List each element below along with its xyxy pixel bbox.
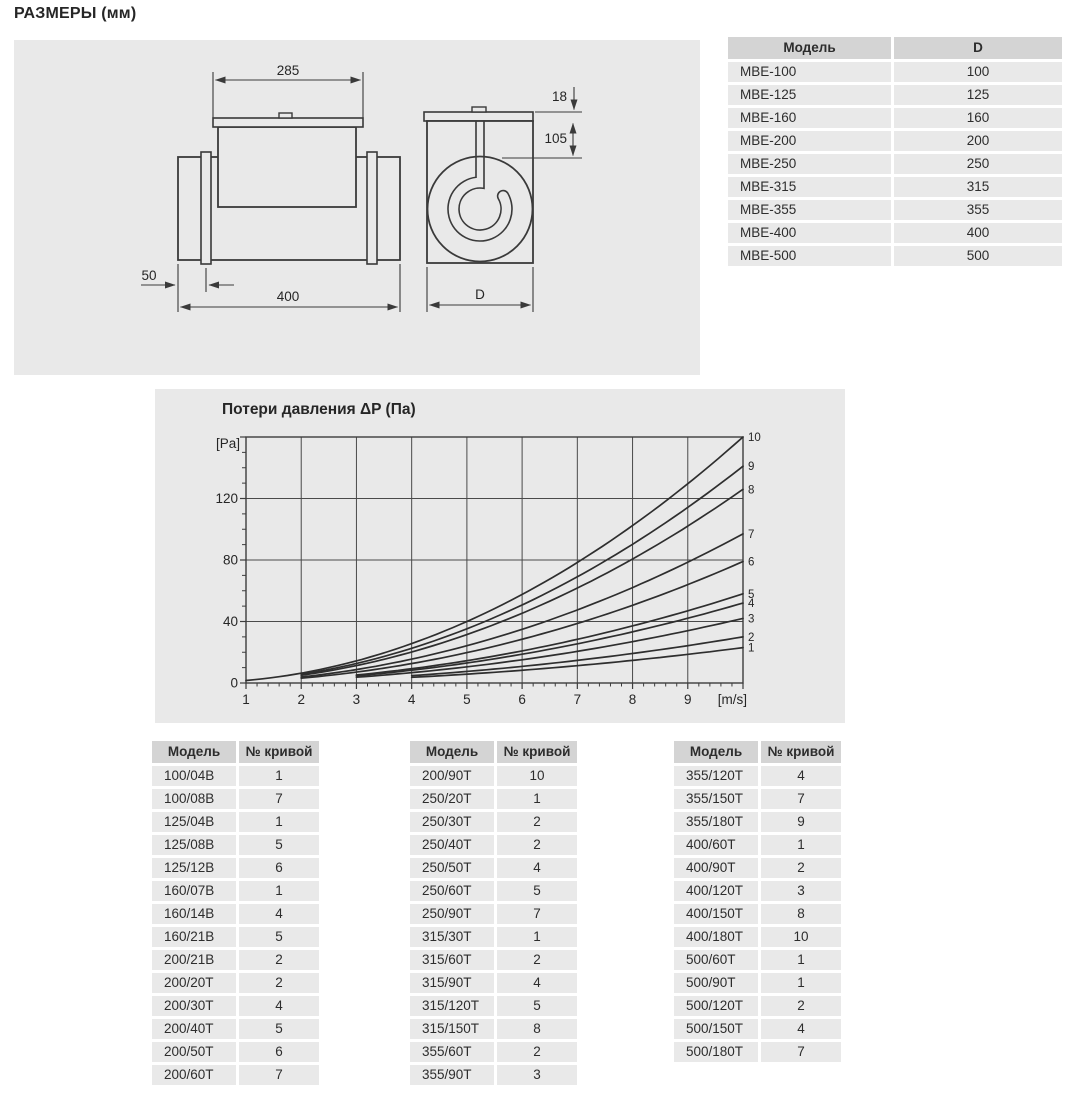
table-cell: 160/21В — [152, 927, 236, 947]
curve-number-label: 3 — [748, 613, 755, 626]
table-cell: 2 — [497, 835, 577, 855]
table-row — [674, 766, 841, 786]
table-cell: 6 — [239, 858, 319, 878]
table-cell: 100 — [894, 62, 1062, 82]
end-view-lid — [424, 112, 533, 121]
table-cell: 8 — [497, 1019, 577, 1039]
table-row — [728, 131, 1062, 151]
table-cell: 125/12В — [152, 858, 236, 878]
table-cell: МВЕ-400 — [728, 223, 891, 243]
page-title: РАЗМЕРЫ (мм) — [14, 5, 137, 22]
curve-number-label: 8 — [748, 484, 755, 497]
table-cell: 355 — [894, 200, 1062, 220]
table-cell: 2 — [761, 996, 841, 1016]
table-row — [728, 177, 1062, 197]
table-cell: 500/120Т — [674, 996, 758, 1016]
x-axis-unit-label: [m/s] — [717, 692, 747, 707]
table-row — [410, 881, 577, 901]
curve-table-3 — [674, 741, 841, 1065]
table-cell: 500/90Т — [674, 973, 758, 993]
table-cell: 400/60Т — [674, 835, 758, 855]
x-tick-label: 2 — [297, 692, 305, 707]
table-cell: 7 — [761, 1042, 841, 1062]
table-cell: 1 — [497, 927, 577, 947]
table-header-cell: № кривой — [761, 741, 841, 763]
terminal-box-lid — [213, 118, 363, 127]
table-cell: 5 — [497, 996, 577, 1016]
lid-knob — [279, 113, 292, 118]
table-row — [728, 85, 1062, 105]
table-cell: 1 — [239, 881, 319, 901]
table-row — [674, 950, 841, 970]
dimensions-drawing-panel — [14, 40, 700, 375]
table-row — [674, 812, 841, 832]
table-cell: 8 — [761, 904, 841, 924]
table-row — [410, 904, 577, 924]
curve-number-label: 2 — [748, 631, 755, 644]
y-tick-label: 40 — [222, 614, 238, 629]
dim-total-length-label: 400 — [276, 289, 300, 304]
table-row — [410, 927, 577, 947]
table-cell: 1 — [239, 766, 319, 786]
end-view-knob — [472, 107, 486, 112]
table-header-cell: Модель — [410, 741, 494, 763]
y-tick-label: 120 — [215, 491, 238, 506]
pressure-loss-chart-panel — [155, 389, 845, 723]
pressure-curve-10 — [246, 437, 743, 681]
curve-table-2 — [410, 741, 577, 1088]
table-row — [728, 108, 1062, 128]
table-row — [410, 766, 577, 786]
table-row — [152, 904, 319, 924]
table-header-cell: Модель — [152, 741, 236, 763]
table-cell: 200/40Т — [152, 1019, 236, 1039]
table-row — [410, 789, 577, 809]
table-cell: 3 — [761, 881, 841, 901]
table-cell: 500 — [894, 246, 1062, 266]
table-row — [728, 62, 1062, 82]
pressure-curve-4 — [356, 603, 743, 676]
table-cell: 1 — [761, 950, 841, 970]
table-cell: 100/04В — [152, 766, 236, 786]
table-row — [728, 223, 1062, 243]
table-row — [728, 200, 1062, 220]
table-cell: 5 — [239, 1019, 319, 1039]
table-cell: 355/60Т — [410, 1042, 494, 1062]
table-row — [674, 973, 841, 993]
table-cell: 500/180Т — [674, 1042, 758, 1062]
table-row — [674, 881, 841, 901]
table-cell: 400/120Т — [674, 881, 758, 901]
side-view — [178, 113, 400, 264]
table-cell: 200/30Т — [152, 996, 236, 1016]
table-cell: 4 — [239, 996, 319, 1016]
table-row — [152, 1065, 319, 1085]
table-cell: 4 — [761, 1019, 841, 1039]
table-row — [728, 246, 1062, 266]
table-row — [674, 858, 841, 878]
table-cell: 250/60Т — [410, 881, 494, 901]
table-cell: 200/21В — [152, 950, 236, 970]
dim-top-width-label: 285 — [276, 63, 300, 78]
table-cell: 355/120Т — [674, 766, 758, 786]
table-cell: 355/180Т — [674, 812, 758, 832]
table-row — [152, 973, 319, 993]
table-cell: 125/04В — [152, 812, 236, 832]
curve-number-label: 5 — [748, 588, 755, 601]
table-cell: 315/120Т — [410, 996, 494, 1016]
technical-drawing-svg — [14, 40, 700, 375]
table-header-row — [152, 741, 319, 763]
table-cell: 2 — [239, 973, 319, 993]
table-cell: 200/50Т — [152, 1042, 236, 1062]
chart-title: Потери давления ΔP (Па) — [222, 401, 416, 418]
x-tick-label: 5 — [463, 692, 471, 707]
table-row — [410, 1019, 577, 1039]
flange-right — [367, 152, 377, 264]
table-cell: 5 — [239, 927, 319, 947]
dim-lid-height-label: 18 — [551, 89, 567, 104]
curve-table-1 — [152, 741, 319, 1088]
table-cell: 200 — [894, 131, 1062, 151]
y-tick-label: 0 — [230, 675, 238, 691]
terminal-box — [218, 127, 356, 207]
table-cell: 125/08В — [152, 835, 236, 855]
table-row — [728, 154, 1062, 174]
table-cell: 500/150Т — [674, 1019, 758, 1039]
table-row — [410, 1065, 577, 1085]
dim-box-height-label: 105 — [544, 131, 567, 146]
table-cell: 2 — [497, 812, 577, 832]
table-header-row — [674, 741, 841, 763]
table-row — [152, 1042, 319, 1062]
model-diameter-table — [728, 37, 1062, 269]
table-cell: 315/30Т — [410, 927, 494, 947]
table-row — [674, 996, 841, 1016]
table-cell: 1 — [761, 973, 841, 993]
table-cell: 355/150Т — [674, 789, 758, 809]
table-cell: 500/60Т — [674, 950, 758, 970]
table-cell: 125 — [894, 85, 1062, 105]
table-cell: 200/60Т — [152, 1065, 236, 1085]
x-tick-label: 3 — [352, 692, 361, 707]
table-cell: 3 — [497, 1065, 577, 1085]
table-row — [410, 996, 577, 1016]
table-cell: 315/150Т — [410, 1019, 494, 1039]
table-row — [674, 927, 841, 947]
end-view — [424, 107, 533, 263]
table-row — [410, 858, 577, 878]
table-cell: 9 — [761, 812, 841, 832]
table-cell: 7 — [497, 904, 577, 924]
table-cell: 4 — [239, 904, 319, 924]
table-row — [152, 812, 319, 832]
table-cell: 2 — [497, 950, 577, 970]
table-row — [152, 927, 319, 947]
table-cell: 250/30Т — [410, 812, 494, 832]
table-row — [152, 766, 319, 786]
table-cell: 400/150Т — [674, 904, 758, 924]
table-row — [674, 1019, 841, 1039]
table-cell: 160/14В — [152, 904, 236, 924]
x-tick-label: 4 — [407, 692, 416, 707]
curve-number-label: 6 — [748, 556, 755, 569]
table-cell: 250/20Т — [410, 789, 494, 809]
table-header-cell: Модель — [674, 741, 758, 763]
dim-diameter-label: D — [475, 287, 485, 302]
x-tick-label: 7 — [573, 692, 582, 707]
table-cell: 10 — [497, 766, 577, 786]
table-row — [152, 881, 319, 901]
pressure-loss-chart-svg — [155, 389, 845, 723]
x-tick-label: 8 — [628, 692, 637, 707]
table-cell: 5 — [239, 835, 319, 855]
table-row — [152, 835, 319, 855]
curve-number-label: 9 — [748, 461, 755, 474]
table-row — [152, 789, 319, 809]
table-cell: 160 — [894, 108, 1062, 128]
table-header-row — [728, 37, 1062, 59]
table-header-cell: D — [894, 37, 1062, 59]
table-cell: МВЕ-100 — [728, 62, 891, 82]
flange-left — [201, 152, 211, 264]
table-cell: 2 — [239, 950, 319, 970]
table-cell: МВЕ-160 — [728, 108, 891, 128]
table-cell: 160/07В — [152, 881, 236, 901]
table-cell: МВЕ-500 — [728, 246, 891, 266]
table-cell: МВЕ-125 — [728, 85, 891, 105]
table-row — [152, 950, 319, 970]
table-cell: 200/90Т — [410, 766, 494, 786]
curve-number-label: 1 — [748, 642, 755, 655]
table-row — [152, 858, 319, 878]
table-header-cell: № кривой — [497, 741, 577, 763]
table-cell: 7 — [239, 789, 319, 809]
table-cell: 4 — [497, 973, 577, 993]
curve-number-label: 4 — [748, 598, 755, 611]
table-row — [152, 996, 319, 1016]
table-cell: 400/90Т — [674, 858, 758, 878]
table-cell: 7 — [239, 1065, 319, 1085]
table-cell: 250/40Т — [410, 835, 494, 855]
table-cell: 250/50Т — [410, 858, 494, 878]
table-cell: 1 — [761, 835, 841, 855]
table-cell: 100/08В — [152, 789, 236, 809]
table-cell: МВЕ-200 — [728, 131, 891, 151]
table-cell: 7 — [761, 789, 841, 809]
table-row — [152, 1019, 319, 1039]
y-axis-unit-label: [Pa] — [215, 436, 240, 451]
table-row — [410, 835, 577, 855]
dim-flange-offset-label: 50 — [141, 268, 157, 283]
table-cell: 1 — [239, 812, 319, 832]
table-cell: 2 — [497, 1042, 577, 1062]
table-cell: 4 — [497, 858, 577, 878]
table-cell: 6 — [239, 1042, 319, 1062]
table-cell: МВЕ-355 — [728, 200, 891, 220]
table-cell: 315 — [894, 177, 1062, 197]
table-cell: МВЕ-250 — [728, 154, 891, 174]
y-tick-label: 80 — [222, 552, 238, 568]
table-cell: МВЕ-315 — [728, 177, 891, 197]
curve-number-label: 7 — [748, 528, 755, 541]
curve-number-label: 10 — [748, 432, 761, 444]
table-cell: 1 — [497, 789, 577, 809]
table-cell: 355/90Т — [410, 1065, 494, 1085]
x-tick-label: 1 — [242, 692, 250, 707]
table-row — [410, 1042, 577, 1062]
table-cell: 250/90Т — [410, 904, 494, 924]
table-cell: 4 — [761, 766, 841, 786]
table-header-cell: № кривой — [239, 741, 319, 763]
table-cell: 400 — [894, 223, 1062, 243]
table-cell: 250 — [894, 154, 1062, 174]
table-header-cell: Модель — [728, 37, 891, 59]
table-row — [674, 904, 841, 924]
table-cell: 2 — [761, 858, 841, 878]
table-cell: 5 — [497, 881, 577, 901]
table-cell: 400/180Т — [674, 927, 758, 947]
table-header-row — [410, 741, 577, 763]
x-tick-label: 9 — [684, 692, 692, 707]
table-cell: 315/60Т — [410, 950, 494, 970]
x-tick-label: 6 — [518, 692, 526, 707]
table-row — [674, 1042, 841, 1062]
table-row — [674, 835, 841, 855]
table-row — [674, 789, 841, 809]
table-row — [410, 973, 577, 993]
table-row — [410, 812, 577, 832]
table-cell: 10 — [761, 927, 841, 947]
table-cell: 200/20Т — [152, 973, 236, 993]
table-cell: 315/90Т — [410, 973, 494, 993]
table-row — [410, 950, 577, 970]
